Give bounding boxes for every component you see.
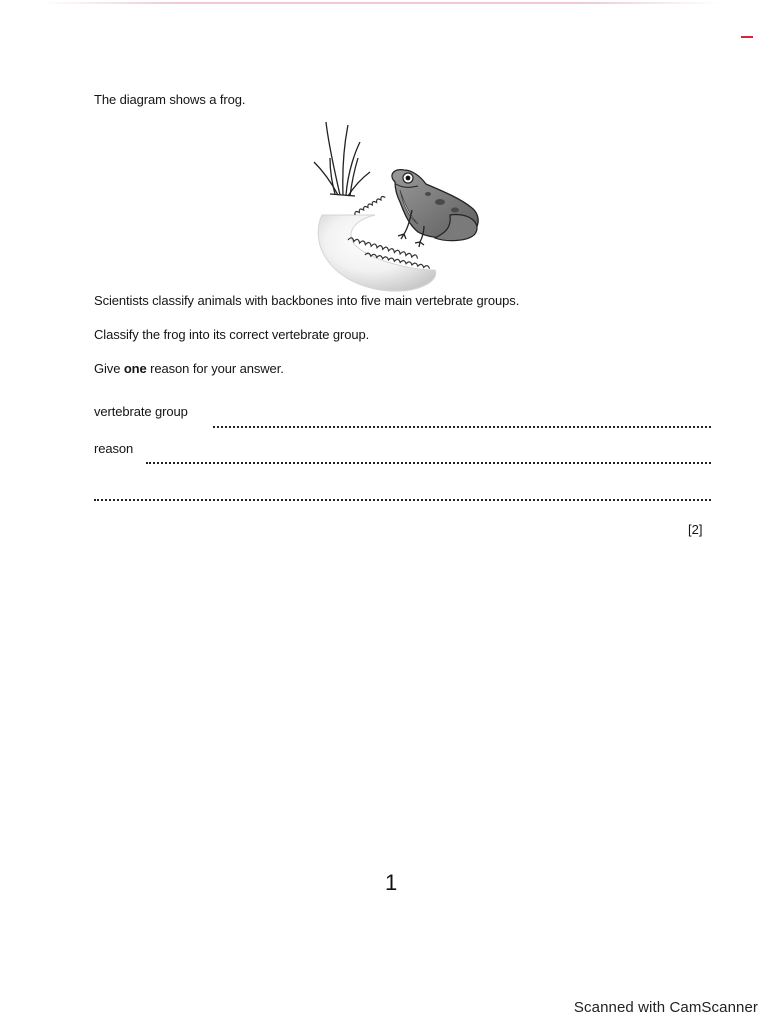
instruction-reason [94, 361, 284, 376]
reason-suffix: reason for your answer. [146, 361, 284, 376]
red-pen-mark [741, 36, 753, 38]
intro-text: The diagram shows a frog. [94, 92, 246, 107]
vertebrate-group-label: vertebrate group [94, 404, 188, 419]
scan-top-edge [40, 2, 720, 4]
camscanner-watermark: Scanned with CamScanner [573, 999, 758, 1016]
classification-text: Scientists classify animals with backbones into five main vertebrate groups. [94, 293, 520, 308]
reason-answer-line-1[interactable] [146, 462, 711, 464]
frog-diagram [300, 120, 500, 295]
vertebrate-group-answer-line[interactable] [213, 426, 711, 428]
reason-label: reason [94, 441, 134, 456]
instruction-classify: Classify the frog into its correct vertebrate group. [94, 327, 370, 342]
reason-answer-line-2[interactable] [94, 499, 711, 501]
page-number: 1 [385, 870, 398, 895]
reason-bold-one: one [123, 361, 147, 376]
reason-prefix: Give [94, 361, 124, 376]
marks-label: [2] [688, 522, 703, 537]
